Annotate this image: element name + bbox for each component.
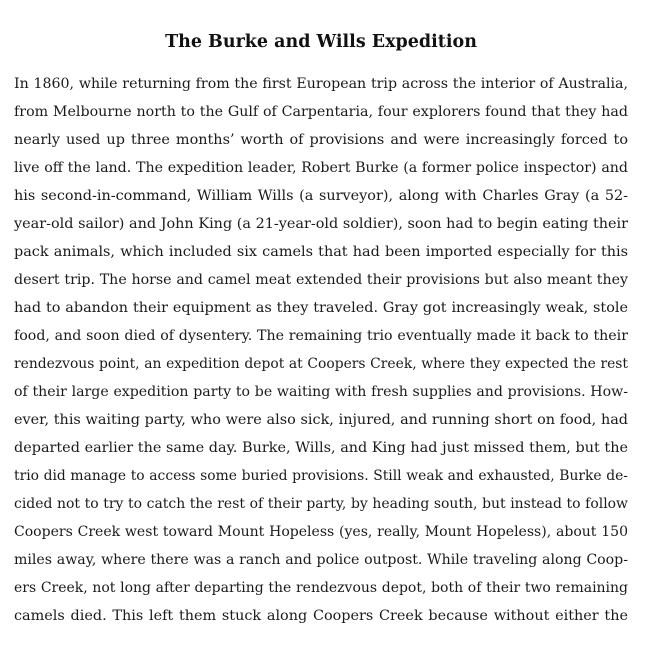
text-line: his second-in-command, William Wills (a surveyor), along with Charles Gray (a 52- — [14, 188, 628, 204]
text-line: of their large expedition party to be waiting with fresh supplies and provisions. How- — [14, 384, 628, 400]
text-line: ers Creek, not long after departing the rendezvous depot, both of their two remaining — [14, 580, 628, 596]
text-line: In 1860, while returning from the first European trip across the interior of Australia, — [14, 76, 628, 92]
text-line: nearly used up three months’ worth of provisions and were increasingly forced to — [14, 132, 628, 148]
text-line: food, and soon died of dysentery. The remaining trio eventually made it back to their — [14, 328, 628, 344]
text-line: desert trip. The horse and camel meat extended their provisions but also meant they — [14, 272, 628, 288]
text-line: miles away, where there was a ranch and police outpost. While traveling along Coop- — [14, 552, 628, 568]
text-line: rendezvous point, an expedition depot at Coopers Creek, where they expected the rest — [14, 356, 628, 372]
text-line: Coopers Creek west toward Mount Hopeless (yes, really, Mount Hopeless), about 150 — [14, 524, 628, 540]
text-line: departed earlier the same day. Burke, Wills, and King had just missed them, but the — [14, 440, 628, 456]
text-line: trio did manage to access some buried provisions. Still weak and exhausted, Burke de- — [14, 468, 628, 484]
body-paragraph — [14, 70, 628, 630]
text-line: cided not to try to catch the rest of their party, by heading south, but instead to follow — [14, 496, 628, 512]
text-line: live off the land. The expedition leader, Robert Burke (a former police inspector) and — [14, 160, 628, 176]
document-title: The Burke and Wills Expedition — [165, 32, 477, 52]
text-line: ever, this waiting party, who were also sick, injured, and running short on food, had — [14, 412, 628, 428]
text-line: from Melbourne north to the Gulf of Carpentaria, four explorers found that they had — [14, 104, 628, 120]
text-line: pack animals, which included six camels that had been imported especially for this — [14, 244, 628, 260]
text-line: camels died. This left them stuck along Coopers Creek because without either the — [14, 608, 628, 624]
text-line: had to abandon their equipment as they traveled. Gray got increasingly weak, stole — [14, 300, 628, 316]
text-line: year-old sailor) and John King (a 21-year-old soldier), soon had to begin eating their — [14, 216, 628, 232]
